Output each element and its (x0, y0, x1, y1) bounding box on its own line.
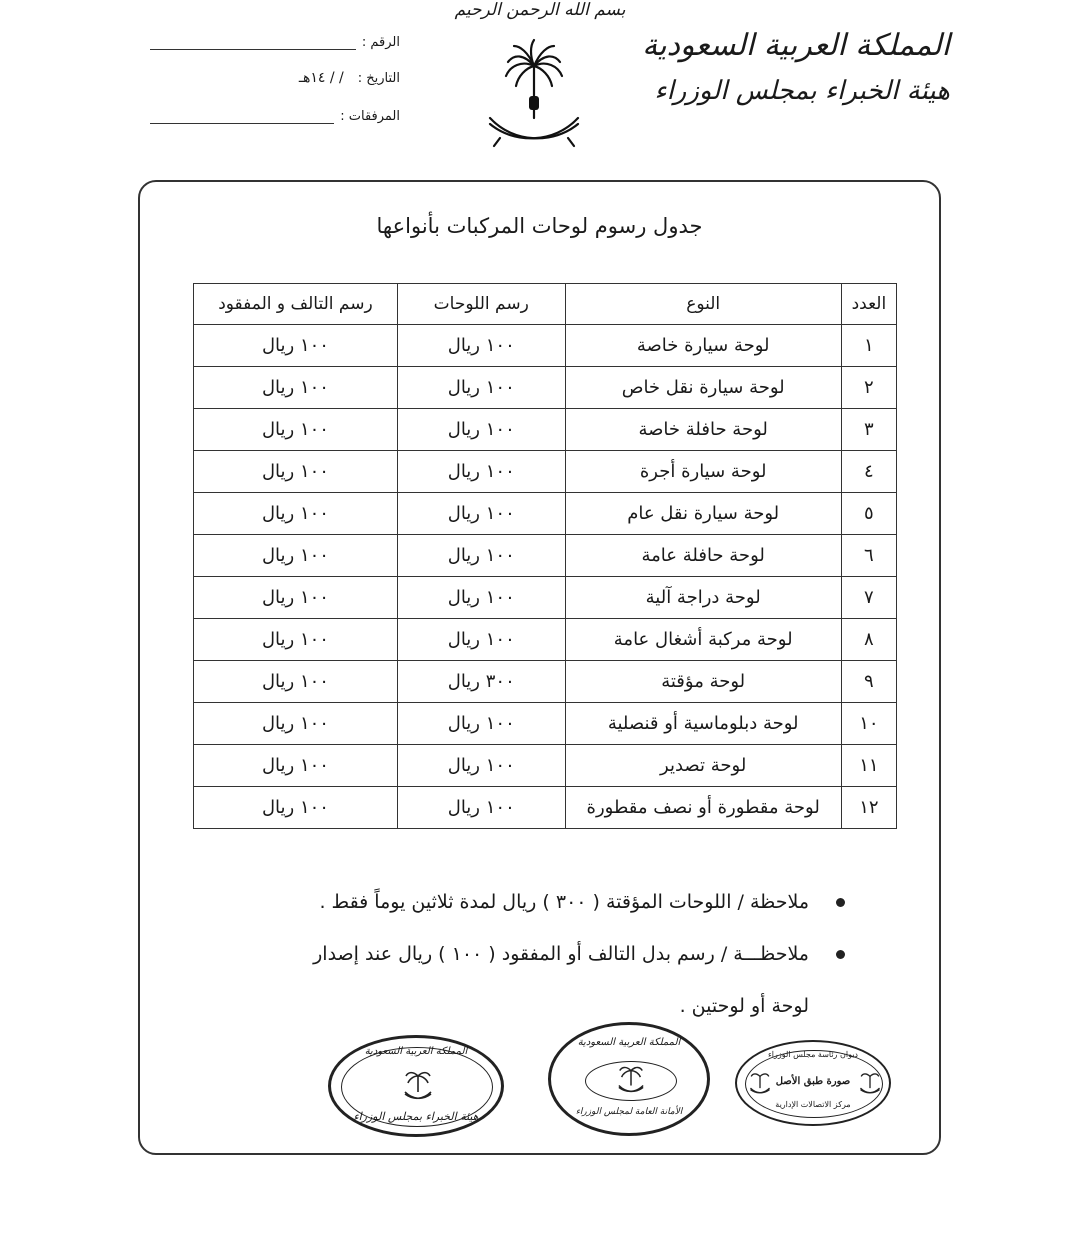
row-plate-fee: ٣٠٠ ريال (397, 661, 565, 703)
row-num: ٧ (841, 577, 896, 619)
stamp-cabinet-secretariat (548, 1022, 710, 1136)
row-lost-fee: ١٠٠ ريال (194, 325, 398, 367)
document-title: جدول رسوم لوحات المركبات بأنواعها (376, 214, 703, 238)
stamp1-top-text: المملكة العربية السعودية (364, 1046, 468, 1057)
stamp3-bottom-text: مركز الاتصالات الإدارية (775, 1100, 851, 1109)
row-num: ٥ (841, 493, 896, 535)
table-row (194, 703, 897, 745)
row-num: ٦ (841, 535, 896, 577)
attachments-line (150, 113, 334, 124)
row-plate-fee: ١٠٠ ريال (397, 451, 565, 493)
row-type: لوحة سيارة أجرة (565, 451, 841, 493)
stamp1-bottom-text: هيئة الخبراء بمجلس الوزراء (353, 1110, 479, 1123)
basmala: بسم الله الرحمن الرحيم (454, 0, 626, 20)
attachments-row (150, 100, 400, 124)
row-type: لوحة حافلة خاصة (565, 409, 841, 451)
row-num: ٣ (841, 409, 896, 451)
row-lost-fee: ١٠٠ ريال (194, 409, 398, 451)
table-row (194, 619, 897, 661)
row-type: لوحة دبلوماسية أو قنصلية (565, 703, 841, 745)
row-num: ١ (841, 325, 896, 367)
header-count: العدد (841, 284, 896, 325)
date-label: التاريخ : (357, 71, 400, 86)
row-type: لوحة مقطورة أو نصف مقطورة (565, 787, 841, 829)
number-row (150, 26, 400, 50)
stamp3-middle-text: صورة طبق الأصل (775, 1076, 851, 1087)
row-num: ٢ (841, 367, 896, 409)
row-type: لوحة مركبة أشغال عامة (565, 619, 841, 661)
row-type: لوحة سيارة خاصة (565, 325, 841, 367)
stamp2-top-text: المملكة العربية السعودية (577, 1037, 681, 1048)
row-plate-fee: ١٠٠ ريال (397, 703, 565, 745)
table-row (194, 367, 897, 409)
table-row (194, 409, 897, 451)
stamp3-top-text: ديوان رئاسة مجلس الوزراء (768, 1050, 858, 1059)
row-lost-fee: ١٠٠ ريال (194, 787, 398, 829)
row-lost-fee: ١٠٠ ريال (194, 619, 398, 661)
row-type: لوحة تصدير (565, 745, 841, 787)
row-plate-fee: ١٠٠ ريال (397, 325, 565, 367)
row-type: لوحة دراجة آلية (565, 577, 841, 619)
number-line (150, 39, 356, 50)
row-type: لوحة مؤقتة (565, 661, 841, 703)
row-lost-fee: ١٠٠ ريال (194, 577, 398, 619)
table-row (194, 535, 897, 577)
table-row (194, 787, 897, 829)
date-value: / / ١٤هـ (298, 70, 344, 86)
row-plate-fee: ١٠٠ ريال (397, 619, 565, 661)
row-plate-fee: ١٠٠ ريال (397, 787, 565, 829)
table-header-row (194, 284, 897, 325)
row-lost-fee: ١٠٠ ريال (194, 451, 398, 493)
row-plate-fee: ١٠٠ ريال (397, 577, 565, 619)
table-row (194, 745, 897, 787)
row-num: ٨ (841, 619, 896, 661)
header-plate-fee: رسم اللوحات (397, 284, 565, 325)
note-temporary-plates: ملاحظة / اللوحات المؤقتة ( ٣٠٠ ) ريال لمدة ثلاثين يوماً فقط . (195, 876, 845, 928)
stamp2-bottom-text: الأمانة العامة لمجلس الوزراء (575, 1107, 683, 1117)
stamp-experts-commission (328, 1035, 504, 1137)
table-row (194, 661, 897, 703)
header-lost-fee: رسم التالف و المفقود (194, 284, 398, 325)
date-row (150, 62, 400, 86)
stamp-administrative-communications (735, 1040, 891, 1126)
table-row (194, 451, 897, 493)
row-num: ٩ (841, 661, 896, 703)
row-type: لوحة حافلة عامة (565, 535, 841, 577)
attachments-label: المرفقات : (340, 109, 400, 124)
table-row (194, 325, 897, 367)
notes-section (195, 876, 845, 1032)
header-type: النوع (565, 284, 841, 325)
org-name-line2: هيئة الخبراء بمجلس الوزراء (654, 76, 950, 106)
note-lost-fee: ملاحظـــة / رسم بدل التالف أو المفقود ( ١٠٠ ) ريال عند إصدار (195, 928, 845, 980)
table-row (194, 493, 897, 535)
row-type: لوحة سيارة نقل خاص (565, 367, 841, 409)
row-num: ١٢ (841, 787, 896, 829)
row-plate-fee: ١٠٠ ريال (397, 493, 565, 535)
row-plate-fee: ١٠٠ ريال (397, 535, 565, 577)
row-plate-fee: ١٠٠ ريال (397, 367, 565, 409)
palm-swords-emblem-icon (484, 36, 584, 156)
table-row (194, 577, 897, 619)
row-lost-fee: ١٠٠ ريال (194, 493, 398, 535)
row-num: ٤ (841, 451, 896, 493)
stamp2-emblem-icon (617, 1063, 645, 1095)
row-lost-fee: ١٠٠ ريال (194, 661, 398, 703)
row-lost-fee: ١٠٠ ريال (194, 367, 398, 409)
row-num: ١٠ (841, 703, 896, 745)
row-lost-fee: ١٠٠ ريال (194, 745, 398, 787)
fees-table (193, 283, 897, 829)
row-num: ١١ (841, 745, 896, 787)
note-lost-fee-continuation: لوحة أو لوحتين . (679, 995, 809, 1017)
row-plate-fee: ١٠٠ ريال (397, 745, 565, 787)
stamp1-emblem-icon (403, 1068, 433, 1102)
org-name-line1: المملكة العربية السعودية (642, 28, 950, 63)
row-plate-fee: ١٠٠ ريال (397, 409, 565, 451)
row-lost-fee: ١٠٠ ريال (194, 535, 398, 577)
number-label: الرقم : (361, 35, 400, 50)
row-type: لوحة سيارة نقل عام (565, 493, 841, 535)
row-lost-fee: ١٠٠ ريال (194, 703, 398, 745)
